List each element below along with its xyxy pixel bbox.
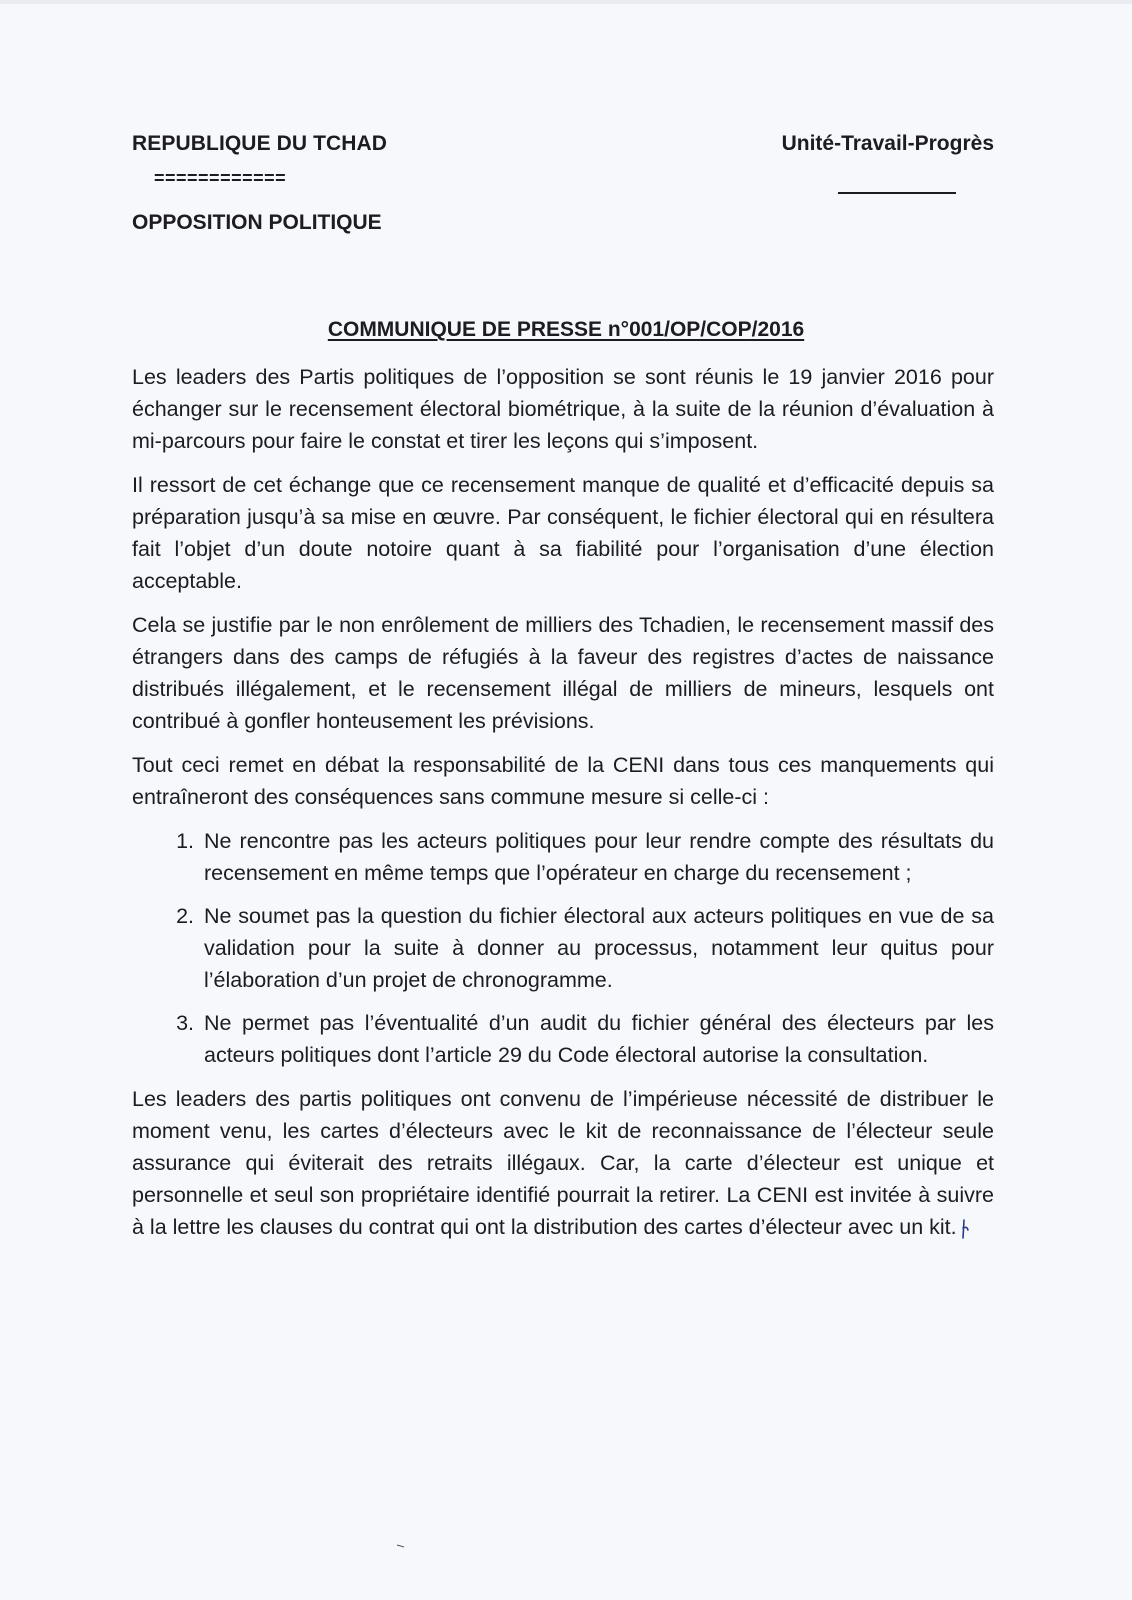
closing-paragraph bbox=[132, 1083, 994, 1243]
stray-ink-dot-icon bbox=[396, 1544, 406, 1548]
demands-list bbox=[132, 825, 994, 1071]
list-item: 3. Ne permet pas l’éventualité d’un audit du fichier général des électeurs par les acteurs politiques dont l’article 29 du Code électoral autorise la consultation. bbox=[200, 1007, 994, 1071]
list-item: 2. Ne soumet pas la question du fichier électoral aux acteurs politiques en vue de sa validation pour la suite à donner au processus, notamment leur quitus pour l’élaboration d’un projet de chronogramme. bbox=[200, 900, 994, 996]
handwritten-mark-icon bbox=[958, 1218, 970, 1240]
paragraph-2: Il ressort de cet échange que ce recensement manque de qualité et d’efficacité depuis sa préparation jusqu’à sa mise en œuvre. Par conséquent, le fichier électoral qui en résultera fait l’objet d’un doute notoire quant à sa fiabilité pour l’organisation d’une élection acceptable. bbox=[132, 473, 994, 593]
scan-edge bbox=[0, 0, 1132, 4]
document-title: COMMUNIQUE DE PRESSE n°001/OP/COP/2016 bbox=[327, 318, 805, 341]
motto-underline bbox=[838, 192, 956, 194]
document-body bbox=[132, 361, 994, 1255]
national-motto: Unité-Travail-Progrès bbox=[781, 132, 994, 155]
letterhead-right bbox=[782, 132, 994, 156]
letterhead-left bbox=[132, 132, 432, 235]
organization-name: OPPOSITION POLITIQUE bbox=[132, 211, 382, 234]
country-name: REPUBLIQUE DU TCHAD bbox=[132, 132, 388, 155]
paragraph-4: Tout ceci remet en débat la responsabilité de la CENI dans tous ces manquements qui entraîneront des conséquences sans commune mesure si celle-ci : bbox=[132, 753, 994, 809]
list-item: 1. Ne rencontre pas les acteurs politiques pour leur rendre compte des résultats du recensement en même temps que l’opérateur en charge du recensement ; bbox=[200, 825, 994, 889]
header-separator: ============ bbox=[154, 168, 287, 188]
paragraph-3: Cela se justifie par le non enrôlement de milliers des Tchadien, le recensement massif des étrangers dans des camps de réfugiés à la faveur des registres d’actes de naissance distribués illégalement, et le recensement illégal de milliers de mineurs, lesquels ont contribué à gonfler honteusement les prévisions. bbox=[132, 613, 994, 733]
paragraph-1: Les leaders des Partis politiques de l’opposition se sont réunis le 19 janvier 2016 pour échanger sur le recensement électoral biométrique, à la suite de la réunion d’évaluation à mi-parcours pour faire le constat et tirer les leçons qui s’imposent. bbox=[132, 365, 994, 453]
closing-text: Les leaders des partis politiques ont convenu de l’impérieuse nécessité de distribuer le moment venu, les cartes d’électeurs avec le kit de reconnaissance de l’électeur seule assurance qui éviterait des retraits illégaux. Car, la carte d’électeur est unique et personnelle et seul son propriétaire identifié pourrait la retirer. La CENI est invitée à suivre à la lettre les clauses du contrat qui ont la distribution des cartes d’électeur avec un kit. bbox=[132, 1087, 994, 1239]
